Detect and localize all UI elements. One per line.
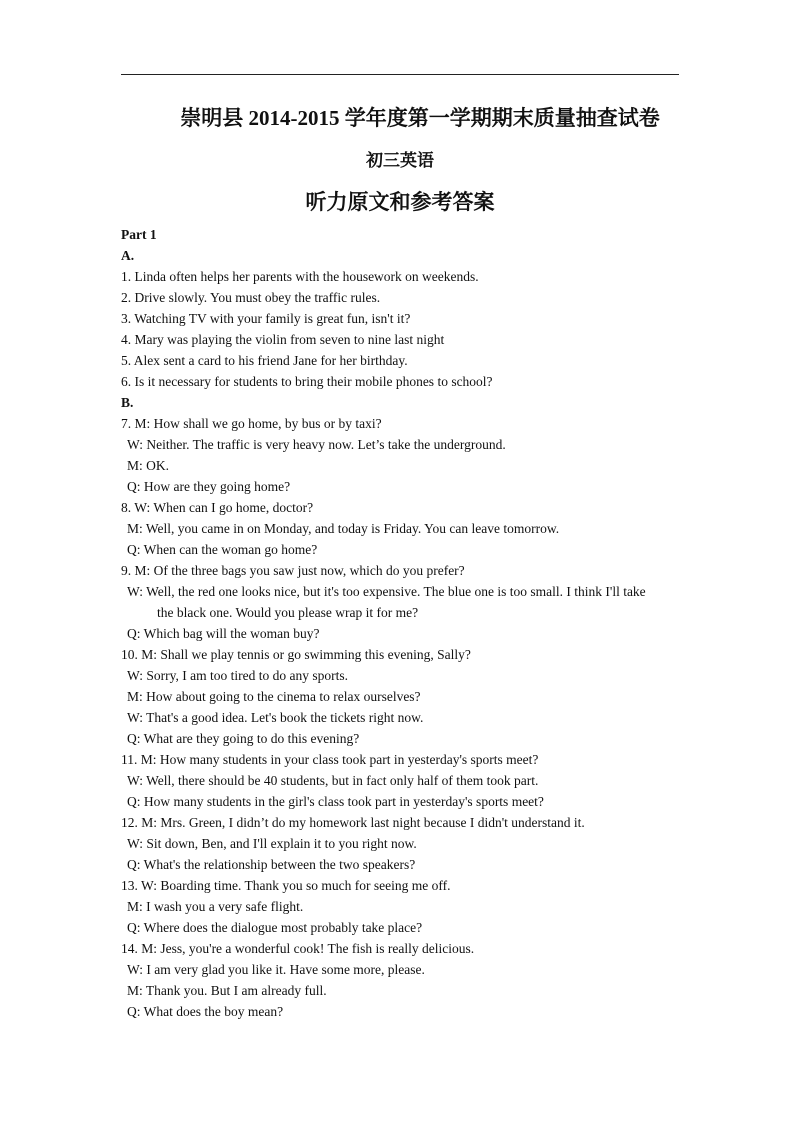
script-line: 1. Linda often helps her parents with the housework on weekends. bbox=[121, 269, 479, 284]
script-line: 4. Mary was playing the violin from seven to nine last night bbox=[121, 332, 445, 347]
script-line: Q: When can the woman go home? bbox=[127, 542, 318, 557]
script-line: W: Neither. The traffic is very heavy now. Let’s take the underground. bbox=[127, 437, 506, 452]
script-line: M: Thank you. But I am already full. bbox=[127, 983, 327, 998]
script-line: M: How about going to the cinema to relax ourselves? bbox=[127, 689, 421, 704]
script-line: 12. M: Mrs. Green, I didn’t do my homework last night because I didn't understand it. bbox=[121, 815, 585, 830]
section-heading: 听力原文和参考答案 bbox=[305, 190, 495, 214]
script-line: W: I am very glad you like it. Have some more, please. bbox=[127, 962, 425, 977]
document-subtitle: 初三英语 bbox=[366, 151, 434, 170]
section-label: A. bbox=[121, 248, 135, 263]
script-line: Q: What's the relationship between the two speakers? bbox=[127, 857, 416, 872]
script-line: M: OK. bbox=[127, 458, 170, 473]
script-line: Q: How many students in the girl's class took part in yesterday's sports meet? bbox=[127, 794, 544, 809]
script-line: 3. Watching TV with your family is great fun, isn't it? bbox=[121, 311, 411, 326]
script-line: Q: Where does the dialogue most probably take place? bbox=[127, 920, 423, 935]
script-line: Q: What are they going to do this evening? bbox=[127, 731, 360, 746]
section-label: B. bbox=[121, 395, 134, 410]
script-line: 2. Drive slowly. You must obey the traffic rules. bbox=[121, 290, 381, 305]
script-line: W: Well, the red one looks nice, but it's too expensive. The blue one is too small. I think I'll take bbox=[127, 584, 646, 599]
script-line: 11. M: How many students in your class took part in yesterday's sports meet? bbox=[121, 752, 539, 767]
script-line: W: That's a good idea. Let's book the tickets right now. bbox=[127, 710, 424, 725]
script-line: M: I wash you a very safe flight. bbox=[127, 899, 304, 914]
script-line: 8. W: When can I go home, doctor? bbox=[121, 500, 314, 515]
script-line: W: Sorry, I am too tired to do any sports. bbox=[127, 668, 348, 683]
script-line: Q: What does the boy mean? bbox=[127, 1004, 284, 1019]
listening-script bbox=[121, 224, 687, 1022]
script-line: M: Well, you came in on Monday, and today is Friday. You can leave tomorrow. bbox=[127, 521, 560, 536]
top-rule bbox=[121, 74, 679, 75]
section-label: Part 1 bbox=[121, 227, 157, 242]
script-line: 14. M: Jess, you're a wonderful cook! The fish is really delicious. bbox=[121, 941, 475, 956]
script-line: 13. W: Boarding time. Thank you so much for seeing me off. bbox=[121, 878, 451, 893]
script-line: 9. M: Of the three bags you saw just now, which do you prefer? bbox=[121, 563, 465, 578]
script-line: W: Sit down, Ben, and I'll explain it to you right now. bbox=[127, 836, 417, 851]
script-line: 10. M: Shall we play tennis or go swimming this evening, Sally? bbox=[121, 647, 471, 662]
script-line: 6. Is it necessary for students to bring their mobile phones to school? bbox=[121, 374, 493, 389]
script-line: Q: Which bag will the woman buy? bbox=[127, 626, 320, 641]
document-title: 崇明县 2014-2015 学年度第一学期期末质量抽查试卷 bbox=[180, 106, 660, 130]
script-line: Q: How are they going home? bbox=[127, 479, 291, 494]
script-line: the black one. Would you please wrap it for me? bbox=[157, 605, 419, 620]
script-line: 7. M: How shall we go home, by bus or by taxi? bbox=[121, 416, 382, 431]
script-line: W: Well, there should be 40 students, but in fact only half of them took part. bbox=[127, 773, 539, 788]
script-line: 5. Alex sent a card to his friend Jane for her birthday. bbox=[121, 353, 408, 368]
